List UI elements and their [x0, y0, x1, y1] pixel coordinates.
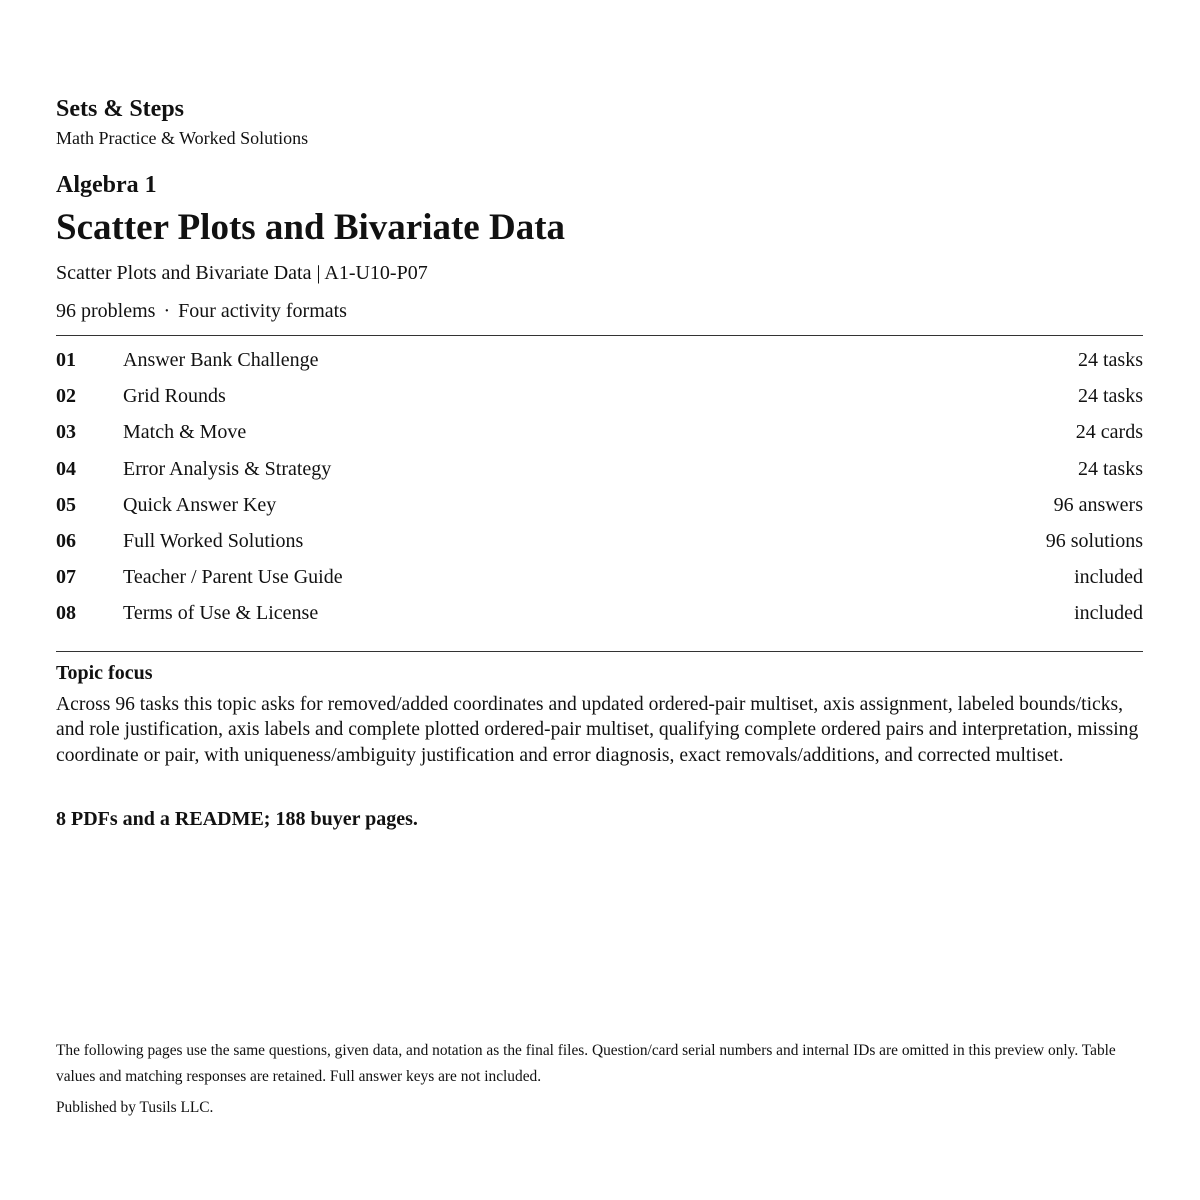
- contents-count: 96 answers: [1053, 493, 1143, 516]
- contents-list: [56, 342, 1143, 632]
- contents-row: [56, 451, 1143, 487]
- contents-count: 24 tasks: [1078, 385, 1143, 408]
- brand-name: Sets & Steps: [56, 96, 185, 122]
- contents-number: 06: [56, 529, 76, 552]
- contents-row: [56, 414, 1143, 450]
- contents-number: 08: [56, 602, 76, 625]
- contents-number: 04: [56, 457, 76, 480]
- document-page: [56, 0, 1144, 1200]
- contents-number: 07: [56, 566, 76, 589]
- contents-row: [56, 487, 1143, 523]
- contents-label: Grid Rounds: [123, 385, 226, 408]
- contents-count: included: [1074, 566, 1143, 589]
- contents-count: 24 tasks: [1078, 349, 1143, 371]
- course-name: Algebra 1: [56, 172, 157, 198]
- contents-number: 02: [56, 385, 76, 408]
- contents-label: Quick Answer Key: [123, 493, 277, 516]
- contents-label: Teacher / Parent Use Guide: [123, 566, 343, 589]
- package-summary: 8 PDFs and a README; 188 buyer pages.: [56, 808, 418, 830]
- activity-formats: Four activity formats: [178, 300, 347, 322]
- contents-label: Terms of Use & License: [123, 602, 319, 625]
- product-code-line: Scatter Plots and Bivariate Data | A1-U10-P07: [56, 262, 428, 284]
- meta-separator: ·: [163, 300, 171, 322]
- contents-count: 24 tasks: [1078, 457, 1143, 480]
- page-title: Scatter Plots and Bivariate Data: [56, 207, 566, 248]
- divider-top: [56, 335, 1143, 336]
- contents-label: Full Worked Solutions: [123, 529, 304, 552]
- product-meta-line: [56, 299, 347, 323]
- contents-label: Match & Move: [123, 421, 247, 444]
- topic-focus-heading: Topic focus: [56, 662, 153, 684]
- contents-number: 03: [56, 421, 76, 444]
- contents-row: [56, 523, 1143, 559]
- contents-count: included: [1074, 602, 1143, 625]
- contents-number: 01: [56, 349, 76, 371]
- problem-count: 96 problems: [56, 300, 156, 322]
- contents-number: 05: [56, 493, 76, 516]
- contents-label: Answer Bank Challenge: [123, 349, 319, 371]
- contents-count: 96 solutions: [1045, 529, 1143, 552]
- topic-focus-body: Across 96 tasks this topic asks for removed/added coordinates and updated ordered-pair multiset, axis assignment, labeled bounds/ticks, and role justification, axis labels and complete plotted ordered-pair multiset, qualifying complete ordered pairs and interpretation, missing coordinate or pair, with uniqueness/ambiguity justification and error diagnosis, exact removals/additions, and corrected multiset.: [56, 694, 1139, 766]
- preview-note: The following pages use the same questions, given data, and notation as the final files. Question/card serial numbers and internal IDs are omitted in this preview only. Table values and matching responses are retained. Full answer keys are not included.: [56, 1042, 1116, 1085]
- contents-row: [56, 559, 1143, 595]
- divider-bottom: [56, 651, 1143, 652]
- contents-count: 24 cards: [1075, 421, 1143, 444]
- contents-row: [56, 342, 1143, 378]
- contents-row: [56, 378, 1143, 414]
- contents-row: [56, 595, 1143, 631]
- contents-label: Error Analysis & Strategy: [123, 457, 332, 480]
- publisher-line: Published by Tusils LLC.: [56, 1099, 214, 1116]
- brand-tagline: Math Practice & Worked Solutions: [56, 128, 309, 148]
